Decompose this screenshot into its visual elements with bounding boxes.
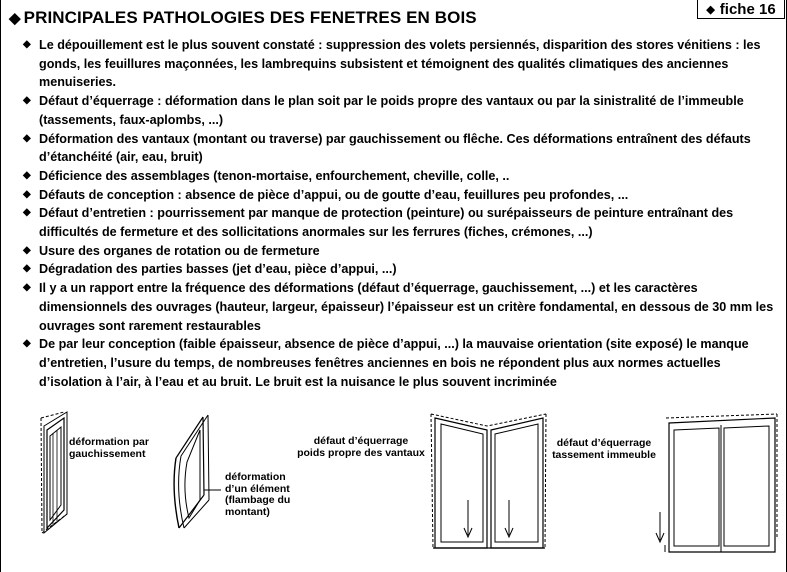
diamond-icon: ◆ [9, 10, 21, 27]
diamond-bullet-icon: ◆ [23, 132, 31, 144]
equerrage-tassement-label: défaut d’équerrage tassement immeuble [552, 437, 656, 461]
diamond-bullet-icon: ◆ [23, 263, 31, 275]
diamond-bullet-icon: ◆ [23, 338, 31, 350]
list-item-text: Déformation des vantaux (montant ou traverse) par gauchissement ou flêche. Ces déformations entraînent des défauts d’étanchéité (air, eau, bruit) [39, 131, 751, 165]
diamond-icon: ◆ [706, 3, 715, 16]
diamond-bullet-icon: ◆ [23, 207, 31, 219]
diamond-bullet-icon: ◆ [23, 244, 31, 256]
diamond-bullet-icon: ◆ [23, 169, 31, 181]
list-item-text: Déficience des assemblages (tenon-mortaise, enfourchement, cheville, colle, .. [39, 168, 510, 183]
list-item-text: Défaut d’entretien : pourrissement par manque de protection (peinture) ou surépaisseurs de peinture entraînant des difficultés de fermeture et des sollicitations anormales sur les ferrures (fiches, crémones, ...) [39, 206, 734, 240]
fiche-label: fiche 16 [719, 0, 776, 18]
diamond-bullet-icon: ◆ [23, 188, 31, 200]
list-item-text: Défauts de conception : absence de pièce d’appui, ou de goutte d’eau, feuillures peu profondes, ... [39, 187, 629, 202]
diamond-bullet-icon: ◆ [23, 39, 31, 50]
diamond-bullet-icon: ◆ [23, 282, 31, 294]
window-deformation-illustrations [1, 0, 787, 572]
gauchissement-label: déformation par gauchissement [69, 436, 149, 460]
equerrage-weight-window-figure [431, 414, 546, 548]
list-item-text: Il y a un rapport entre la fréquence des déformations (défaut d’équerrage, gauchissement, ...) et les caractères dimensionnels des ouvrages (hauteur, largeur, épaisseur) l’épaisseur est un critère fondamental, en dessous de 30 mm les ouvrages sont rarement restaurables [39, 281, 774, 333]
gauchissement-window-figure [41, 412, 67, 533]
list-item-text: Défaut d’équerrage : déformation dans le plan soit par le poids propre des vantaux ou par la sinistralité de l’immeuble (tassements, faux-aplombs, ...) [39, 94, 744, 127]
equerrage-weight-label: défaut d’équerrage poids propre des vantaux [297, 435, 425, 459]
list-item-text: Dégradation des parties basses (jet d’eau, pièce d’appui, ...) [39, 262, 397, 277]
page-title-text: PRINCIPALES PATHOLOGIES DES FENETRES EN BOIS [23, 8, 477, 27]
flambage-window-figure [174, 415, 221, 528]
list-item-text: Usure des organes de rotation ou de fermeture [39, 243, 320, 258]
diamond-bullet-icon: ◆ [23, 95, 31, 107]
list-item-text: De par leur conception (faible épaisseur, absence de pièce d’appui, ...) la mauvaise orientation (site exposé) le manque d’entretien, l’usure du temps, de nombreuses fenêtres anciennes en bois ne répondent plus aux normes actuelles d’isolation à l’air, à l’eau et au bruit. Le bruit est la nuisance le plus souvent incriminée [39, 337, 749, 389]
flambage-label: déformation d’un élément (flambage du montant) [225, 471, 291, 518]
list-item-text: Le dépouillement est le plus souvent constaté : suppression des volets persiennés, disparition des stores vénitiens : les gonds, les feuillures maçonnées, les lambrequins subsistent et témoignent des qualités climatiques des anciennes menuiseries. [39, 38, 761, 90]
equerrage-tassement-window-figure [656, 414, 777, 552]
